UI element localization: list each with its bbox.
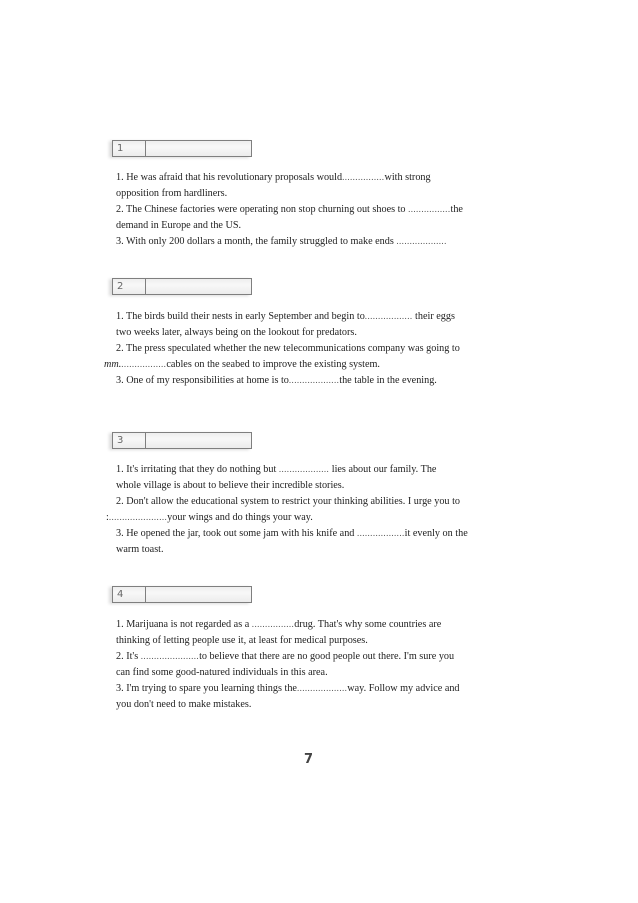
exercise-line: 1. The birds build their nests in early September and begin to.................. their eggs (116, 311, 455, 322)
answer-blank[interactable]: ................... (396, 236, 447, 246)
answer-blank[interactable]: ................. (121, 359, 167, 369)
exercise-line: 2. It's ......................to believe that there are no good people out there. I'm sure you (116, 651, 455, 662)
answer-blank[interactable]: ................ (408, 204, 451, 214)
section-number-box (112, 586, 252, 603)
exercise-line: 3. With only 200 dollars a month, the family struggled to make ends ................... (116, 236, 447, 247)
answer-blank[interactable]: ................... (278, 464, 330, 474)
section-number: 2 (113, 279, 146, 294)
section-number-box (112, 432, 252, 449)
exercise-line: 3. He opened the jar, took out some jam with his knife and ..................it evenly on the (116, 528, 468, 539)
answer-blank[interactable]: ...................... (108, 512, 168, 522)
exercise-line: 1. Marijuana is not regarded as a ................drug. That's why some countries are (116, 619, 442, 630)
exercise-line: 1. It's irritating that they do nothing but ................... lies about our family. The (116, 464, 437, 475)
exercise-line: can find some good-natured individuals in this area. (116, 667, 328, 678)
answer-blank[interactable]: ................... (288, 375, 340, 385)
exercise-line: 2. The Chinese factories were operating non stop churning out shoes to ................the (116, 204, 463, 215)
exercise-line: opposition from hardliners. (116, 188, 228, 199)
exercise-line: :......................your wings and do things your way. (106, 512, 313, 523)
exercise-line: 3. One of my responsibilities at home is to...................the table in the evening. (116, 375, 437, 386)
answer-blank[interactable]: .................. (364, 311, 413, 321)
exercise-line: whole village is about to believe their incredible stories. (116, 480, 345, 491)
answer-blank[interactable]: .................. (356, 528, 405, 538)
exercise-line: warm toast. (116, 544, 164, 555)
exercise-line: 3. I'm trying to spare you learning things the...................way. Follow my advice and (116, 683, 460, 694)
page-number: 7 (304, 752, 314, 767)
exercise-line: two weeks later, always being on the lookout for predators. (116, 327, 357, 338)
answer-blank[interactable]: ................ (251, 619, 295, 629)
section-number: 3 (113, 433, 146, 448)
exercise-line: 2. The press speculated whether the new telecommunications company was going to (116, 343, 460, 354)
exercise-line: 2. Don't allow the educational system to restrict your thinking abilities. I urge you to (116, 496, 460, 507)
exercise-line: 1. He was afraid that his revolutionary proposals would................with strong (116, 172, 431, 183)
exercise-line: thinking of letting people use it, at least for medical purposes. (116, 635, 368, 646)
section-number-box (112, 140, 252, 157)
answer-blank[interactable]: ................ (342, 172, 385, 182)
exercise-line: demand in Europe and the US. (116, 220, 242, 231)
section-number: 1 (113, 141, 146, 156)
section-number: 4 (113, 587, 146, 602)
exercise-line: mm..................cables on the seabed to improve the existing system. (104, 359, 380, 370)
answer-blank[interactable]: ................... (296, 683, 348, 693)
answer-blank[interactable]: ...................... (140, 651, 200, 661)
exercise-line: you don't need to make mistakes. (116, 699, 252, 710)
section-number-box (112, 278, 252, 295)
